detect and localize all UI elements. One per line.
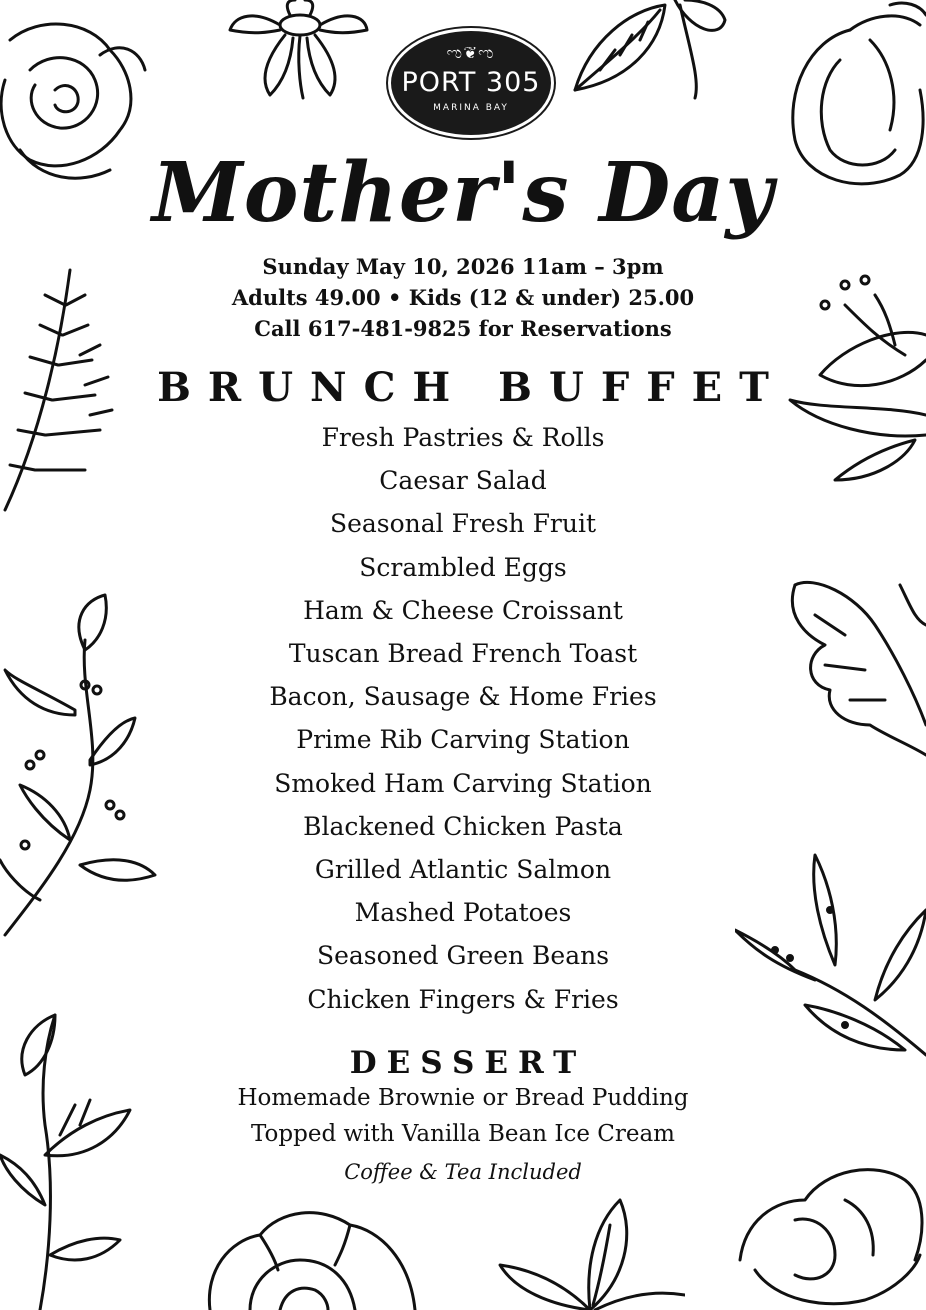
leaf-icon: [785, 575, 926, 760]
list-item: Tuscan Bread French Toast: [288, 639, 638, 669]
page-title: Mother's Day: [151, 145, 775, 241]
list-item: Chicken Fingers & Fries: [307, 984, 619, 1014]
flower-icon: [780, 0, 926, 200]
list-item: Blackened Chicken Pasta: [303, 811, 623, 841]
list-item: Prime Rib Carving Station: [296, 725, 630, 755]
list-item: Mashed Potatoes: [354, 898, 572, 928]
restaurant-logo: [388, 28, 554, 138]
leaf-icon: [495, 1195, 685, 1310]
list-item: Bacon, Sausage & Home Fries: [269, 682, 657, 712]
leaf-icon: [570, 0, 730, 100]
event-prices: Adults 49.00 • Kids (12 & under) 25.00: [231, 285, 695, 310]
flower-icon: [225, 0, 370, 100]
logo-name: PORT 305: [401, 67, 541, 98]
berry-branch-icon: [0, 590, 160, 940]
fern-icon: [0, 265, 120, 515]
leaf-icon: [785, 265, 926, 495]
brunch-menu-list: [163, 416, 763, 1021]
flourish-icon: ಌ❦ಌ: [446, 43, 496, 62]
flower-icon: [200, 1200, 420, 1310]
list-item: Fresh Pastries & Rolls: [321, 423, 605, 452]
dessert-heading: DESSERT: [349, 1045, 587, 1081]
list-item: Smoked Ham Carving Station: [274, 768, 652, 798]
list-item: Seasoned Green Beans: [316, 941, 610, 971]
flower-icon: [0, 10, 150, 190]
flower-icon: [735, 1160, 926, 1310]
dessert-line-2: Topped with Vanilla Bean Ice Cream: [251, 1121, 675, 1147]
list-item: Caesar Salad: [379, 466, 547, 496]
leaf-icon: [0, 1005, 140, 1310]
list-item: Grilled Atlantic Salmon: [314, 855, 612, 885]
event-reservations: Call 617-481-9825 for Reservations: [254, 316, 672, 341]
leaf-icon: [735, 850, 926, 1060]
dessert-line-1: Homemade Brownie or Bread Pudding: [237, 1085, 689, 1111]
beverage-note: Coffee & Tea Included: [344, 1160, 582, 1184]
list-item: Ham & Cheese Croissant: [303, 595, 623, 625]
logo-location: MARINA BAY: [433, 103, 509, 113]
list-item: Scrambled Eggs: [359, 552, 567, 582]
list-item: Seasonal Fresh Fruit: [329, 509, 597, 539]
brunch-heading: BRUNCH BUFFET: [157, 364, 786, 411]
event-date-time: Sunday May 10, 2026 11am – 3pm: [262, 254, 664, 279]
